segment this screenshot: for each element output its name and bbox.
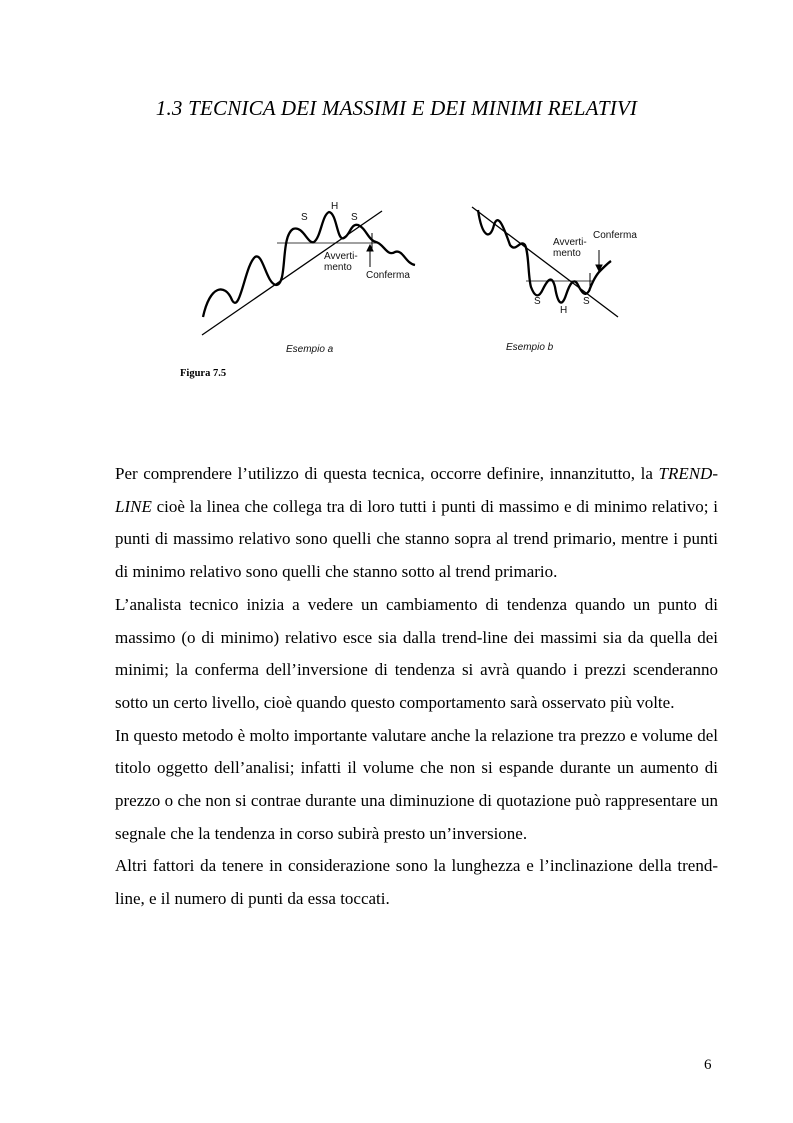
mark-h-a: H [331, 201, 339, 212]
figure-head-and-shoulders [170, 195, 650, 395]
mark-h-b: H [560, 305, 568, 316]
mark-s-right-b: S [583, 296, 590, 307]
price-curve-a [203, 212, 415, 317]
example-b-diagram [468, 195, 648, 325]
paragraph-4: Altri fattori da tenere in considerazione sono la lunghezza e l’inclinazione della trend-line, e il numero di punti da essa toccati. [115, 856, 718, 909]
paragraph-1: Per comprendere l’utilizzo di questa tecnica, occorre definire, innanzitutto, la TREND-LINE cioè la linea che collega tra di loro tutti i punti di massimo e di minimo relativo; i punti di massimo relativo sono quelli che stanno sopra al trend primario, mentre i punti di minimo relativo sono quelli che stanno sotto al trend primario. [115, 464, 718, 582]
paragraph-2: L’analista tecnico inizia a vedere un cambiamento di tendenza quando un punto di massimo (o di minimo) relativo esce sia dalla trend-line dei massimi sia da quella dei minimi; la conferma dell’inversione di tendenza si avrà quando i prezzi scenderanno sotto un certo livello, cioè quando questo comportamento sarà osservato più volte. [115, 594, 718, 712]
section-title: 1.3 TECNICA DEI MASSIMI E DEI MINIMI RELATIVI [155, 96, 638, 120]
trend-line-term: TREND-LINE [115, 464, 718, 516]
example-b-label: Esempio b [506, 342, 554, 353]
body-text [115, 458, 718, 916]
mark-s-left-a: S [301, 212, 308, 223]
example-a-label: Esempio a [286, 344, 334, 355]
mark-s-left-b: S [534, 296, 541, 307]
confirm-label-b: Conferma [593, 230, 637, 241]
price-curve-b [478, 210, 611, 303]
confirm-label-a: Conferma [366, 270, 410, 281]
page-number: 6 [704, 1057, 712, 1073]
paragraph-3: In questo metodo è molto importante valutare anche la relazione tra prezzo e volume del titolo oggetto dell’analisi; infatti il volume che non si espande durante un aumento di prezzo o che non si contrae durante una diminuzione di quotazione può rappresentare un segnale che la tendenza in corso subirà presto un’inversione. [115, 725, 718, 843]
warning-label-a: Avverti- mento [324, 251, 358, 273]
mark-s-right-a: S [351, 212, 358, 223]
warning-label-b: Avverti- mento [553, 237, 587, 259]
figure-caption: Figura 7.5 [180, 368, 227, 379]
